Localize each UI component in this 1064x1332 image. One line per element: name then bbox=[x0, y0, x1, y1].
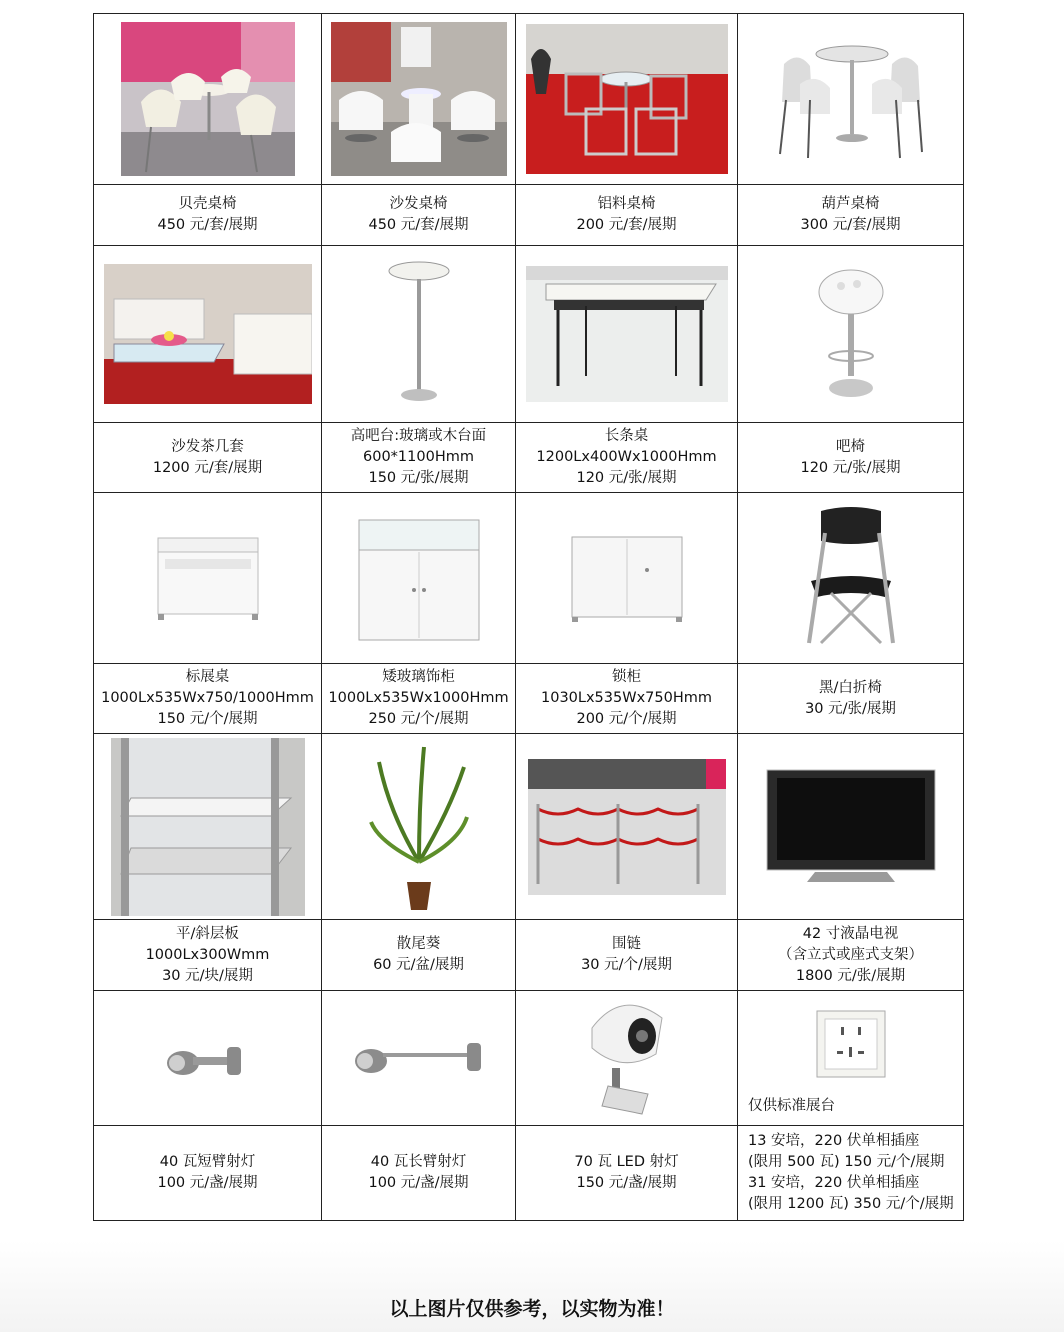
shelf-board-photo bbox=[111, 738, 305, 916]
caption-low-glass-cabinet bbox=[322, 664, 516, 734]
image-aluminium-table-chairs bbox=[516, 14, 738, 185]
image-sofa-coffee-set bbox=[94, 246, 322, 423]
item-price: 300 元/套/展期 bbox=[800, 217, 901, 233]
item-name: 长条桌 bbox=[604, 428, 649, 444]
item-price: 150 元/个/展期 bbox=[157, 711, 258, 727]
item-price: 1200 元/套/展期 bbox=[152, 459, 263, 476]
image-long-table bbox=[516, 246, 738, 423]
image-shell-table-chairs bbox=[94, 14, 322, 185]
low-glass-cabinet-photo bbox=[354, 512, 484, 644]
item-name: 沙发茶几套 bbox=[171, 438, 244, 455]
item-name: 散尾葵 bbox=[396, 936, 441, 952]
caption-long-arm-spotlight bbox=[322, 1126, 516, 1221]
image-long-arm-spotlight bbox=[322, 991, 516, 1126]
image-barrier-chain bbox=[516, 734, 738, 920]
item-name: 40 瓦长臂射灯 bbox=[370, 1154, 467, 1170]
caption-high-bar-table bbox=[322, 423, 516, 493]
sofa-coffee-set-photo bbox=[104, 264, 312, 404]
item-spec: 1000Lx535Wx1000Hmm bbox=[328, 690, 509, 706]
bar-chair-photo bbox=[813, 264, 889, 404]
image-lock-cabinet bbox=[516, 493, 738, 664]
power-socket-photo bbox=[813, 1007, 889, 1081]
item-spec: (限用 1200 瓦) 350 元/个/展期 bbox=[748, 1196, 954, 1212]
image-led-spotlight bbox=[516, 991, 738, 1126]
item-price: 100 元/盏/展期 bbox=[368, 1175, 469, 1191]
lcd-tv-photo bbox=[765, 768, 937, 886]
standard-desk-photo bbox=[153, 533, 263, 623]
image-power-socket bbox=[738, 991, 964, 1126]
item-price: 30 元/张/展期 bbox=[805, 700, 896, 717]
item-spec: 600*1100Hmm bbox=[363, 449, 474, 465]
image-folding-chair bbox=[738, 493, 964, 664]
led-spotlight-photo bbox=[582, 998, 672, 1118]
caption-aluminium-table-chairs bbox=[516, 185, 738, 246]
caption-sofa-coffee-set bbox=[94, 423, 322, 493]
item-price: 150 元/盏/展期 bbox=[576, 1175, 677, 1191]
item-name: 沙发桌椅 bbox=[389, 196, 448, 212]
caption-shell-table-chairs bbox=[94, 185, 322, 246]
image-areca-palm bbox=[322, 734, 516, 920]
item-spec: 1200Lx400Wx1000Hmm bbox=[536, 449, 717, 465]
item-price: 30 元/个/展期 bbox=[581, 957, 672, 973]
socket-note: 仅供标准展台 bbox=[748, 1098, 835, 1114]
caption-lock-cabinet bbox=[516, 664, 738, 734]
item-price: 60 元/盆/展期 bbox=[373, 957, 464, 973]
item-price: 150 元/张/展期 bbox=[368, 470, 469, 486]
price-sheet bbox=[93, 13, 963, 1221]
image-sofa-table-chairs bbox=[322, 14, 516, 185]
caption-long-table bbox=[516, 423, 738, 493]
image-shelf-board bbox=[94, 734, 322, 920]
item-price: 100 元/盏/展期 bbox=[157, 1175, 258, 1191]
item-spec: (限用 500 瓦) 150 元/个/展期 bbox=[748, 1154, 945, 1170]
image-standard-desk bbox=[94, 493, 322, 664]
item-name: 葫芦桌椅 bbox=[821, 196, 880, 212]
furniture-price-table bbox=[93, 13, 964, 1221]
caption-barrier-chain bbox=[516, 920, 738, 991]
caption-led-spotlight bbox=[516, 1126, 738, 1221]
item-spec: 1000Lx300Wmm bbox=[145, 946, 270, 963]
caption-folding-chair bbox=[738, 664, 964, 734]
item-name: 吧椅 bbox=[836, 438, 865, 455]
item-price: 450 元/套/展期 bbox=[157, 217, 258, 233]
image-low-glass-cabinet bbox=[322, 493, 516, 664]
item-price: 30 元/块/展期 bbox=[162, 967, 253, 984]
caption-bar-chair bbox=[738, 423, 964, 493]
caption-power-socket bbox=[738, 1126, 964, 1221]
item-price: 1800 元/张/展期 bbox=[795, 967, 906, 984]
caption-short-arm-spotlight bbox=[94, 1126, 322, 1221]
caption-gourd-table-chairs bbox=[738, 185, 964, 246]
item-price: 120 元/张/展期 bbox=[576, 470, 677, 486]
lock-cabinet-photo bbox=[567, 532, 687, 624]
caption-lcd-tv bbox=[738, 920, 964, 991]
folding-chair-photo bbox=[801, 503, 901, 653]
barrier-chain-photo bbox=[528, 759, 726, 895]
image-bar-chair bbox=[738, 246, 964, 423]
item-name: 围链 bbox=[612, 936, 641, 952]
item-name: 矮玻璃饰柜 bbox=[382, 669, 455, 685]
item-name: 40 瓦短臂射灯 bbox=[159, 1154, 256, 1170]
item-name: 平/斜层板 bbox=[176, 925, 239, 942]
long-arm-spotlight-photo bbox=[349, 1033, 489, 1083]
image-lcd-tv bbox=[738, 734, 964, 920]
item-name: 黑/白折椅 bbox=[819, 679, 882, 696]
caption-sofa-table-chairs bbox=[322, 185, 516, 246]
item-name: 标展桌 bbox=[185, 669, 230, 685]
image-gourd-table-chairs bbox=[738, 14, 964, 185]
item-price: 450 元/套/展期 bbox=[368, 217, 469, 233]
areca-palm-photo bbox=[369, 742, 469, 912]
item-name: 铝料桌椅 bbox=[597, 196, 656, 212]
item-price: 200 元/个/展期 bbox=[576, 711, 677, 727]
item-spec: （含立式或座式支架） bbox=[778, 946, 923, 963]
sofa-table-chairs-photo bbox=[331, 22, 507, 176]
image-high-bar-table bbox=[322, 246, 516, 423]
caption-shelf-board bbox=[94, 920, 322, 991]
short-arm-spotlight-photo bbox=[163, 1033, 253, 1083]
high-bar-table-photo bbox=[379, 259, 459, 409]
footer-disclaimer: 以上图片仅供参考，以实物为准！ bbox=[389, 1298, 675, 1320]
item-price: 200 元/套/展期 bbox=[576, 217, 677, 233]
item-name: 13 安培，220 伏单相插座 bbox=[748, 1133, 920, 1149]
image-short-arm-spotlight bbox=[94, 991, 322, 1126]
item-name: 70 瓦 LED 射灯 bbox=[574, 1154, 679, 1170]
caption-areca-palm bbox=[322, 920, 516, 991]
shell-table-chairs-photo bbox=[121, 22, 295, 176]
item-price: 250 元/个/展期 bbox=[368, 711, 469, 727]
item-name: 锁柜 bbox=[612, 669, 641, 685]
item-spec: 1030Lx535Wx750Hmm bbox=[541, 690, 712, 706]
caption-standard-desk bbox=[94, 664, 322, 734]
item-name: 高吧台:玻璃或木台面 bbox=[350, 428, 487, 444]
item-price: 120 元/张/展期 bbox=[800, 459, 901, 476]
item-spec: 31 安培，220 伏单相插座 bbox=[748, 1175, 920, 1191]
long-table-photo bbox=[526, 266, 728, 402]
item-name: 42 寸液晶电视 bbox=[802, 925, 899, 942]
item-name: 贝壳桌椅 bbox=[178, 196, 237, 212]
gourd-table-chairs-photo bbox=[772, 34, 930, 164]
aluminium-table-chairs-photo bbox=[526, 24, 728, 174]
item-spec: 1000Lx535Wx750/1000Hmm bbox=[101, 690, 314, 706]
